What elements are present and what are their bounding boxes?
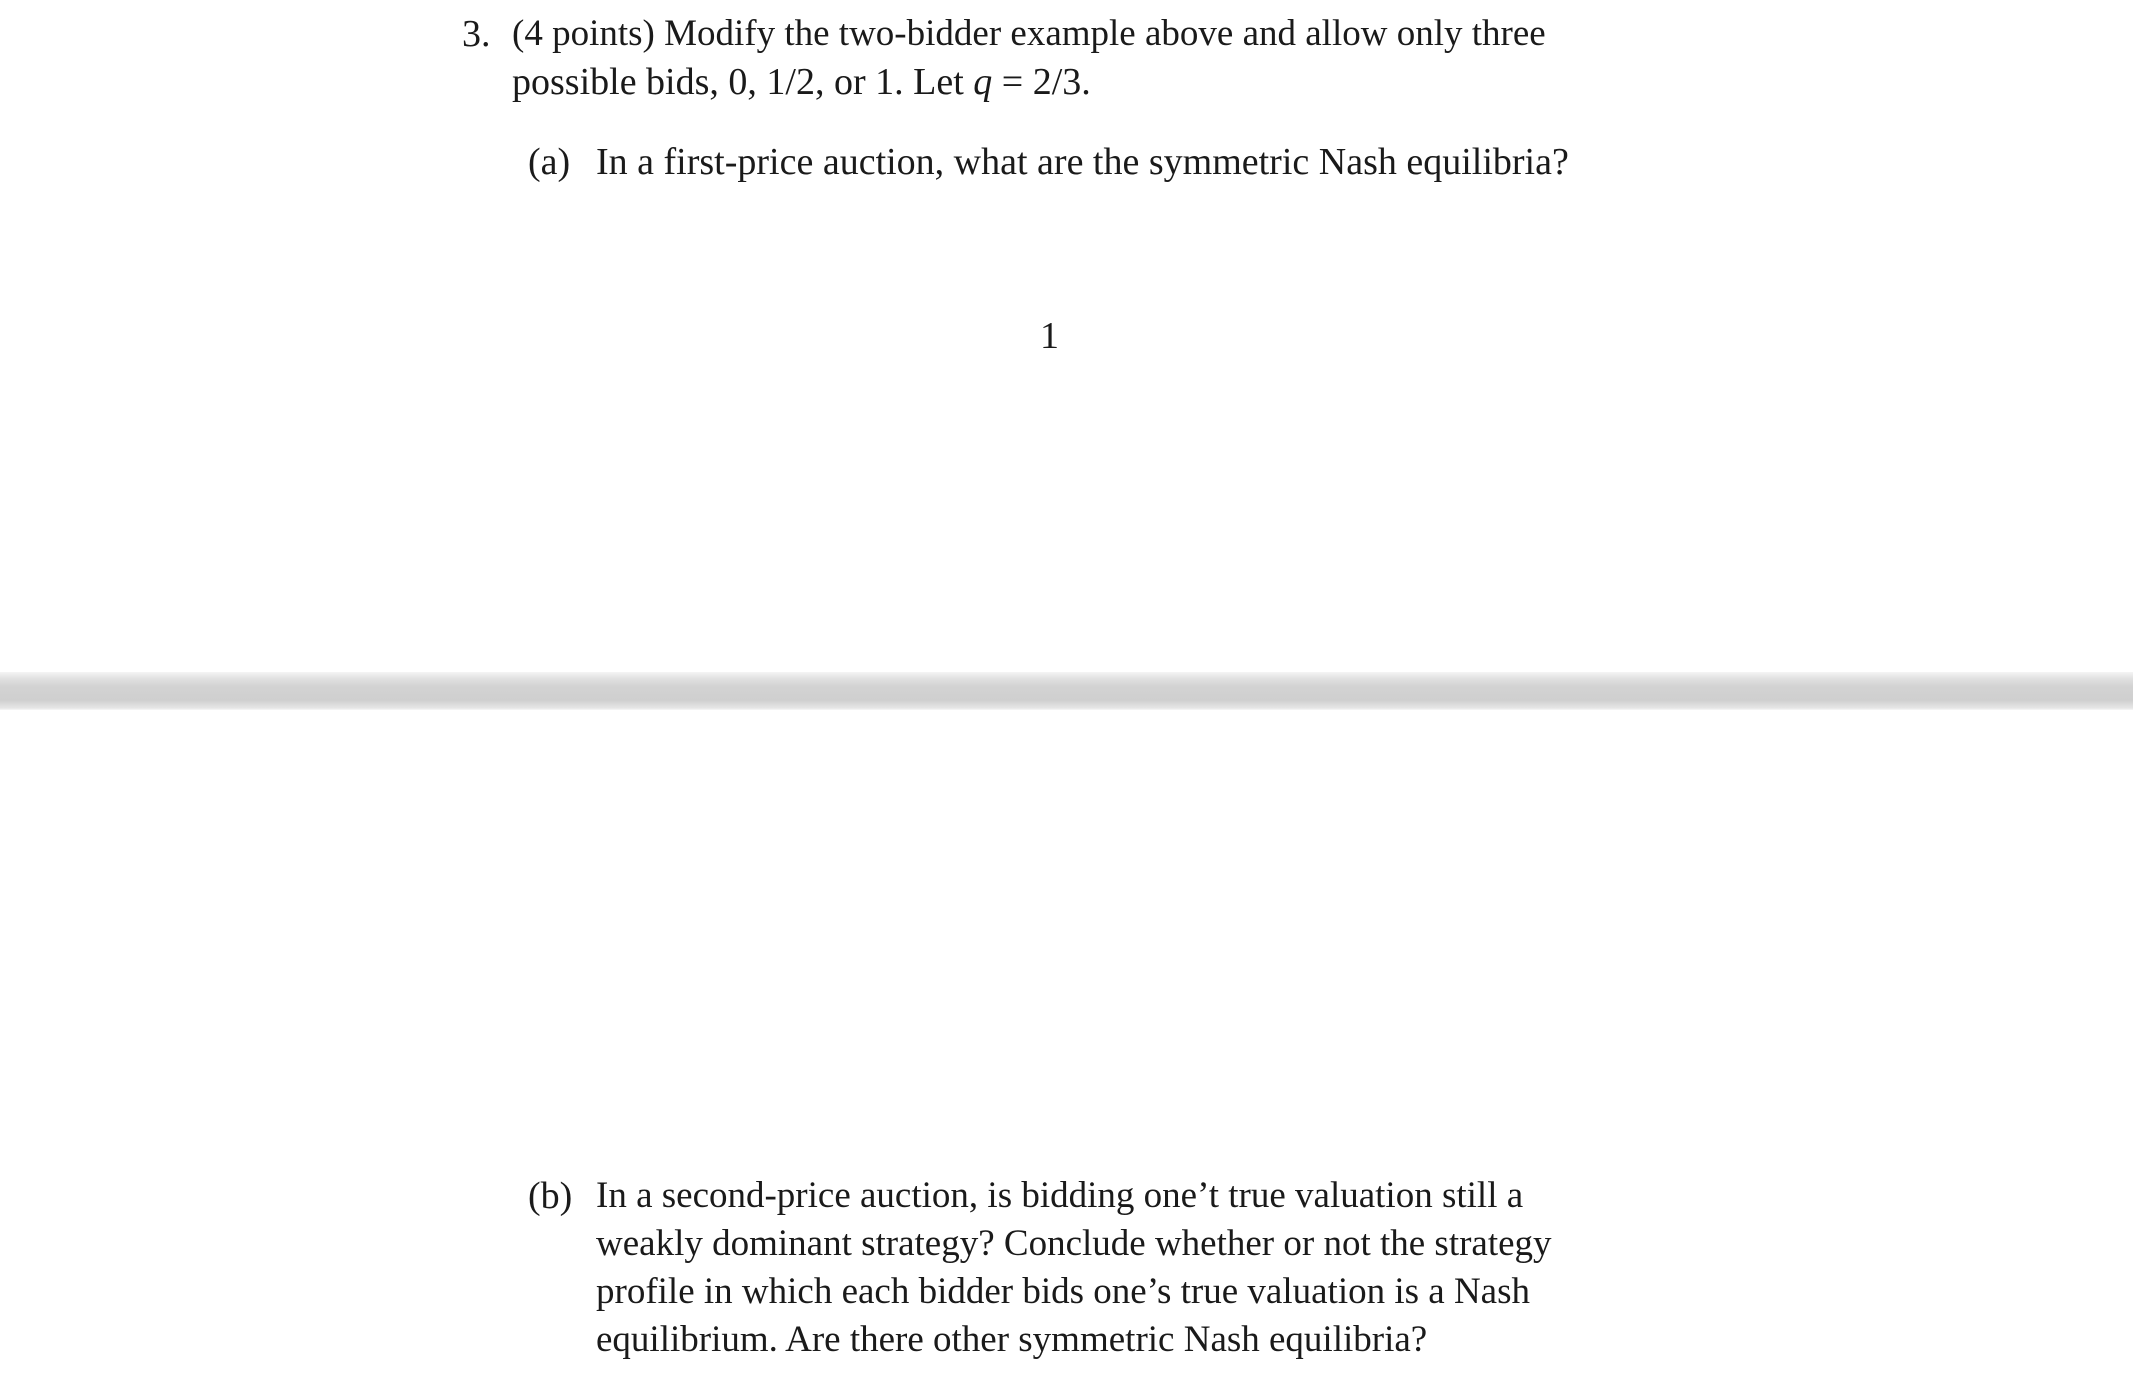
part-b-label: (b) — [528, 1175, 573, 1217]
problem-line-2-suffix: = 2/3. — [992, 61, 1091, 103]
part-b-line-4: equilibrium. Are there other symmetric Nash equilibria? — [596, 1319, 1428, 1360]
part-a-question: In a first-price auction, what are the symmetric Nash equilibria? — [596, 141, 1569, 183]
page-number: 1 — [1040, 315, 1059, 357]
problem-line-1: (4 points) Modify the two-bidder example above and allow only three — [512, 13, 1546, 54]
problem-line-2-prefix: possible bids, 0, 1/2, or 1. Let — [512, 61, 974, 103]
page-separator — [0, 672, 2133, 710]
part-b-line-1: In a second-price auction, is bidding one’t true valuation still a — [596, 1175, 1524, 1216]
page-1 — [0, 0, 2133, 672]
part-a-label: (a) — [528, 141, 571, 183]
variable-q: q — [973, 61, 993, 103]
part-b-line-2: weakly dominant strategy? Conclude whether or not the strategy — [596, 1223, 1552, 1264]
problem-number: 3. — [462, 13, 491, 55]
problem-line-2 — [512, 58, 1091, 106]
part-b-line-3: profile in which each bidder bids one’s true valuation is a Nash — [596, 1271, 1530, 1312]
page-2 — [0, 710, 2133, 1378]
